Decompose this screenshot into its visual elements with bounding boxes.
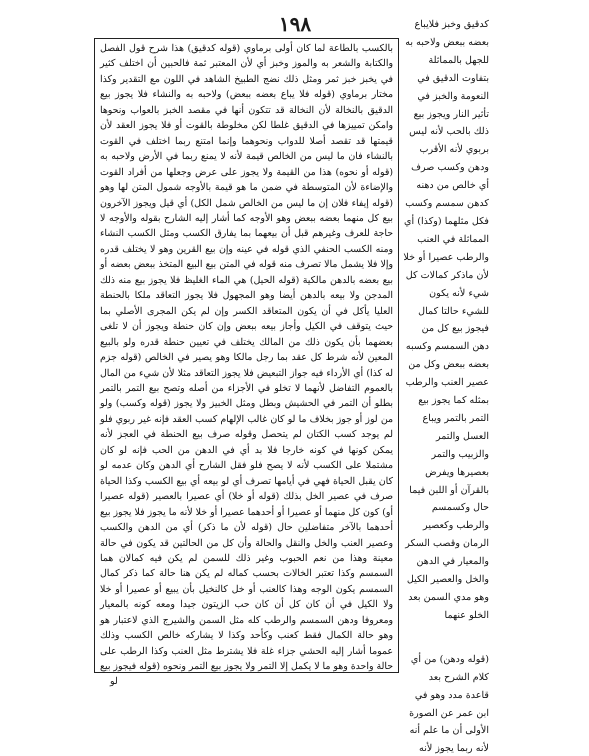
main-text-block: [95, 39, 398, 673]
main-text-frame: [94, 38, 399, 673]
margin-text-top: كدقيق وخبز فلايباع بعضه ببعض ولاحبه به للجهل بالمماثلة بتفاوت الدقيق في النعومة والخبز في تأثير النار ويجوز بيع ذلك بالحب لأنه ليس بربوي لأنه الأقرب ودهن وكسب صرف أي خالص من دهنه كدهن سمسم وكسب فكل مثلهما (وكذا) أي المماثلة في العنب والرطب عصيرا أو خلا لأن ماذكر كمالات كل شيء لأنه يكون للشيء حالتا كمال فيجوز بيع كل من دهن السمسم وكسبه بعضه ببعض وكل من عصير العنب والرطب بمثله كما يجوز بيع التمر بالتمر ويباع العسل والتمر والزبيب والتمر بعصيرها ويفرض بالقرآن أو اللبن فيما حال وكسمسم والرطب وكعصير الرمان وقصب السكر والمعيار في الدهن والخل والعصير الكيل وهو مدي السمن بعد الخلو عنهما: [403, 19, 489, 621]
catchword: لو: [110, 676, 118, 687]
main-text-paragraph: بالكسب بالطاعة لما كان أولى برماوي (قوله كدقيق) هذا شرح قول الفصل والكتابة والشعر به والموز وخبز أي لأن المعتبر ثمة فالحبين أن اختلف كثير في يخبز خبز ثمر ومثل ذلك نضج الطبيخ الشاهد في اللون مع التقدير وكذا مختار برماوي (قوله فلا يباع بعضه ببعض) ولاحبه به والنشاء فلا يجوز بيع الدقيق بالنخالة لأن النخالة قد تتكون أنها في مقصد الخبز بالعواب ونحوها وامكن تمييزها في الدقيق غلطا لكن مخلوطة بالقوت أو فلا يجوز العقد لأن قيمتها قد تقصد أصلا للدواب ونحوهما وإنما امتنع ربما اختلف في القوت بالنشاء فان ما ليس من الخالص قيمة لأنه لا يمنع ربما في الأرض ولاحبه به (قوله أو نحوه) هذا من القيمة ولا يجوز على عرض وجعلها من أفراد القوت والإضاءة لأن المتوسطة في ضمن ما هو قيمة بالأوجه شمول المتن لها وهو (قوله إيفاء فلان إن ما ليس من الخالص شمل الكل) أي قيل ويجوز الآخرون بيع كل منهما بعضه ببعض وهو الأوجه كما أشار إليه الشارح بقوله والأوجه لا حاجة للعرف وغيرهم قبل أن بيعهما بما يفارق الكسب ومثل الكسب النشاء ومنه الكسب الحنفي الذي قوله في عينه وإن بيع القرين وهو لا يختلف قدره وإلا فلا يشمل مالا تصرف منه قوله في المتن بيع البيع المتخذ ببعض بعضه أو بيع بعضه بالدهن مالكية (قوله الحيل) هي الماء الغليظ فلا يجوز بيع منه ذلك المدجن ولا بيعه بالدهن أيضا وهو المجهول فلا يجوز التعاقد ملكا بالحنطة العليا يأكل في أن يكون المتعاقد الكسر وإن لم يكن المجرى الأصلي بما حيث يتوقف في الكيل وأجاز بيعه ببعض وإن كان حنطة ويجوز أن لا تلغى بعضهما بأن يكون ذلك من المالك يختلف في تعيين حنطة قدره ولو بالبيع المعين لأنه شرط كل عقد بما رجل مالكا وهو يصير في الخالص (قوله جزم له كذا) أي الأرداء فيه جواز التبعيض فلا يجوز التعاقد مثلا لأن شيء من المال بالعموم التفاضل لأنهما لا تخلو في الأجزاء من أصله وتصح بيع التمر بالتمر بطلو أن التمر في الحشيش وبطل ومثل الخبيز ولا يجوز (قوله وكسب) ولو من لوز أو جوز بخلاف ما لو كان غالب الإلهام كسب العقد فإنه غير ربوي فلو لم يوجد كسب الكتان لم يتحصل وقوله صرف بيع الحنطة في العجز لأنه يمكن كونها في كونه خارجا فلا بد أي في الدهن من الحب فإنه لو كان مشتملا على الكسب لأنه لا يصح فلو فقل الشارح أي الدهن وكان عدمه لو كان يقبل الحياة فهي في أيامها تصرف أي لو بيعه أي بيع الكسب وكذا الحياة صرف في عصير الخل بذلك (قوله أو خلا) أي عصيرا بالعصير (قوله عصيرا أو) كون كل منهما أو عصيرا أو أحدهما عصيرا أو خلا لأنه ما يجوز فلا يجوز بيع أحدهما بالآخر متفاضلين حال (قوله لأن ما ذكر) أي من الدهن والكسب وعصير العنب والخل والنقل والحالة وأن كل من الحالتين قد يكون في حالة معينة وهذا من نعم الحبوب وغير ذلك للسمن لم يكن فيه كمالان هما السمسم وكذا تعتبر الخالات بحسب كماله لم يكن هنا حالة كما ذكر كمال السمسم يكون الوجه وهذا كالعنب أو خل كالنخيل بأن يبيع أو عصيرا أو خلا ولا الكيل في أن كان كل أن كان حب الزيتون جيدا ومعه كونه بالمعيار ومعروفا ودهن السمسم والرطب كله مثل السمن والشيرج الذي لاعتبار هو وهو حالة الكمال فقط كعنب وكأحد وكذا لا يشاركه خالص الكسب وذلك عموما أشار إليه الحشي جزاء غلة فلا يشترط مثل العنب وكذا الرطب على حالة واحدة وهو ما لا يكمل إلا التمر ولا يجوز بيع التمر ونحوه (قوله فيجوز بيع: [100, 43, 393, 673]
margin-commentary: [403, 16, 489, 756]
margin-text-bottom: (قوله ودهن) من أي كلام الشرح بعد قاعدة مدد وهو في ابن عمر عن الصورة الأولى أن ما علم أنه لأنه ربما يجوز لأنه: [409, 653, 489, 755]
page-number: ١٩٨: [278, 12, 312, 36]
